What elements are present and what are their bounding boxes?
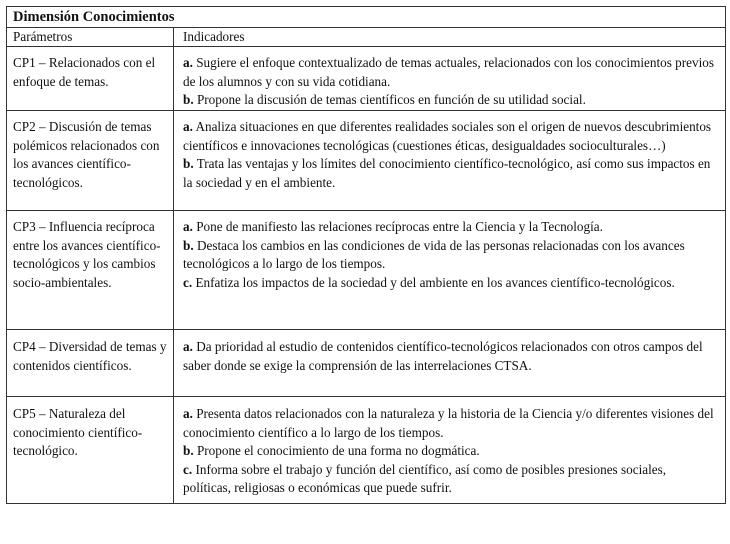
- indicator-cell: [174, 330, 726, 397]
- indicator-item: [183, 155, 717, 192]
- parameter-cell: CP3 – Influencia recíproca entre los avances científico-tecnológicos y los cambios socio-ambientales.: [7, 211, 174, 330]
- indicator-item: [183, 54, 717, 91]
- table-row: [7, 330, 726, 397]
- indicator-item: [183, 118, 717, 155]
- indicator-item: [183, 218, 717, 237]
- indicator-text: Enfatiza los impactos de la sociedad y del ambiente en los avances científico-tecnológicos.: [192, 274, 675, 290]
- indicator-text: Trata las ventajas y los límites del conocimiento científico-tecnológico, así como sus impactos en la sociedad y en el ambiente.: [183, 156, 711, 190]
- indicator-letter: c.: [183, 274, 193, 290]
- indicator-cell: [174, 211, 726, 330]
- indicator-letter: a.: [183, 339, 193, 354]
- indicator-text: Propone el conocimiento de una forma no dogmática.: [193, 443, 480, 458]
- parameter-cell: CP2 – Discusión de temas polémicos relacionados con los avances científico-tecnológicos.: [7, 111, 174, 211]
- indicator-cell: [174, 111, 726, 211]
- indicator-cell: [174, 397, 726, 504]
- indicator-letter: b.: [183, 237, 194, 253]
- indicator-text: Destaca los cambios en las condiciones de vida de las personas relacionadas con los avances tecnológicos a lo largo de los tiempos.: [183, 237, 685, 271]
- indicator-letter: b.: [183, 443, 194, 458]
- indicator-text: Sugiere el enfoque contextualizado de temas actuales, relacionados con los conocimientos previos de los alumnos y con su vida cotidiana.: [183, 55, 714, 89]
- indicator-letter: b.: [183, 156, 194, 171]
- table-row: [7, 397, 726, 504]
- table-title: Dimensión Conocimientos: [7, 7, 726, 28]
- indicator-letter: a.: [183, 406, 193, 421]
- parameter-cell: CP1 – Relacionados con el enfoque de temas.: [7, 47, 174, 111]
- parameter-cell: CP5 – Naturaleza del conocimiento científico-tecnológico.: [7, 397, 174, 504]
- table-title-row: [7, 7, 726, 28]
- document-page: [6, 6, 726, 504]
- indicator-letter: a.: [183, 219, 193, 234]
- indicator-item: [183, 461, 717, 498]
- indicator-item: [183, 442, 717, 461]
- table-row: [7, 211, 726, 330]
- indicator-item: [183, 91, 717, 110]
- indicator-letter: c.: [183, 461, 193, 477]
- indicator-cell: [174, 47, 726, 111]
- indicator-item: [183, 405, 717, 442]
- indicator-text: Presenta datos relacionados con la naturaleza y la historia de la Ciencia y/o diferentes visiones del conocimiento científico a lo largo de los tiempos.: [183, 406, 714, 440]
- indicator-text: Analiza situaciones en que diferentes realidades sociales son el origen de nuevos descubrimientos científicos e innovaciones tecnológicas (cuestiones éticas, desigualdades socioculturales…): [183, 119, 712, 153]
- header-row: [7, 27, 726, 47]
- indicator-text: Propone la discusión de temas científicos en función de su utilidad social.: [193, 92, 586, 107]
- indicators-table: [6, 6, 726, 504]
- indicator-letter: b.: [183, 92, 194, 107]
- indicator-letter: a.: [183, 55, 193, 70]
- table-row: [7, 111, 726, 211]
- indicator-text: Informa sobre el trabajo y función del científico, así como de posibles presiones sociales, políticas, religiosas o económicas que puede sufrir.: [183, 461, 667, 495]
- parameter-cell: CP4 – Diversidad de temas y contenidos científicos.: [7, 330, 174, 397]
- header-indicators: Indicadores: [174, 27, 726, 47]
- indicator-item: [183, 237, 717, 274]
- indicator-text: Da prioridad al estudio de contenidos científico-tecnológicos relacionados con otros campos del saber donde se exige la comprensión de las interrelaciones CTSA.: [183, 339, 703, 373]
- indicator-text: Pone de manifiesto las relaciones recíprocas entre la Ciencia y la Tecnología.: [192, 219, 603, 234]
- indicator-item: [183, 338, 717, 375]
- header-parameters: Parámetros: [7, 27, 174, 47]
- indicator-item: [183, 274, 717, 293]
- table-row: [7, 47, 726, 111]
- indicator-letter: a.: [183, 119, 193, 134]
